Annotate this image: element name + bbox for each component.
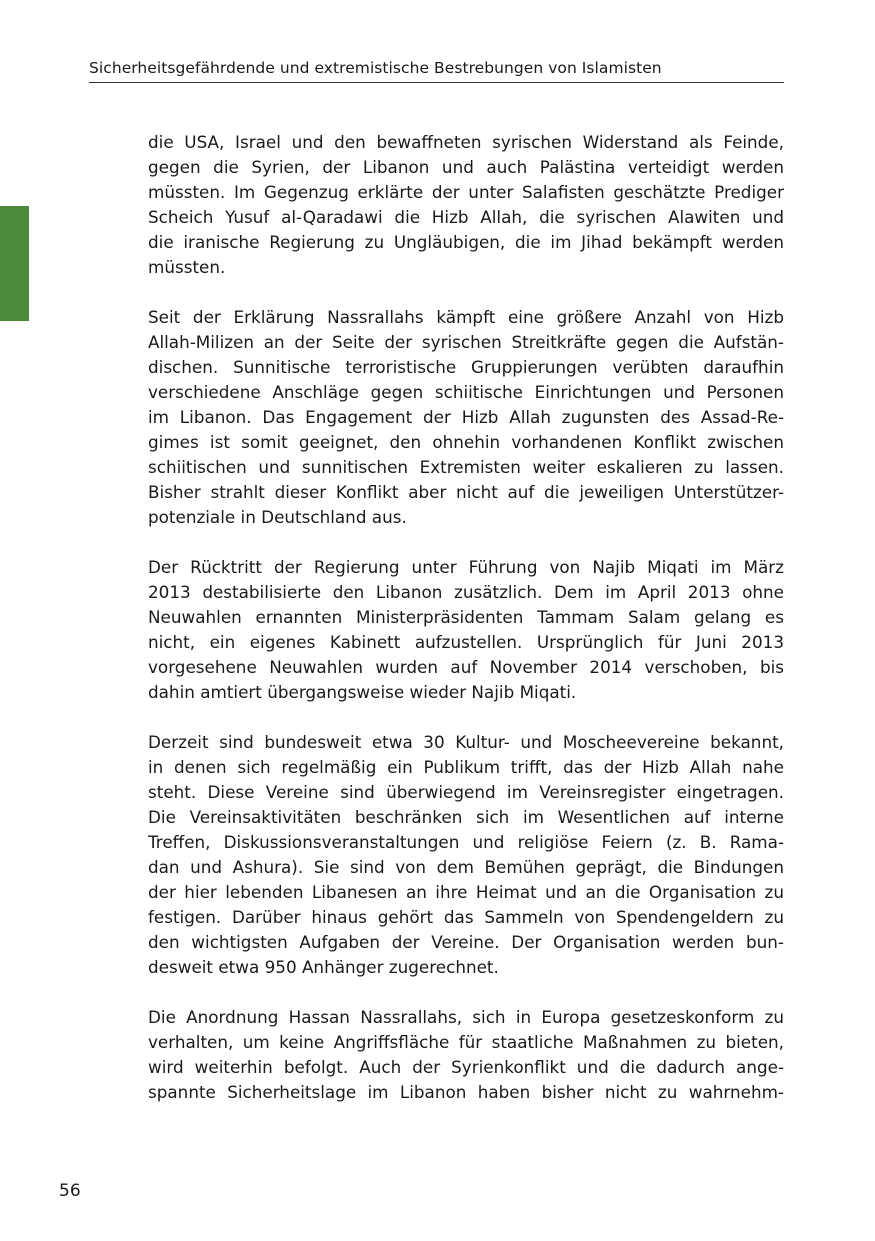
text-line: gegen die Syrien, der Libanon und auch Palästina verteidigt werden — [148, 157, 784, 177]
header-rule — [89, 82, 784, 83]
text-line: gimes ist somit geeignet, den ohnehin vorhandenen Konflikt zwischen — [148, 432, 784, 452]
text-line: schiitischen und sunnitischen Extremisten weiter eskalieren zu lassen. — [148, 457, 784, 477]
text-line: dahin amtiert übergangsweise wieder Najib Miqati. — [148, 682, 577, 702]
text-line: Der Rücktritt der Regierung unter Führung von Najib Miqati im März — [148, 557, 784, 577]
running-header: Sicherheitsgefährdende und extremistische Bestrebungen von Islamisten — [89, 59, 662, 77]
text-line: Die Vereinsaktivitäten beschränken sich im Wesentlichen auf interne — [148, 807, 784, 827]
text-line: wird weiterhin befolgt. Auch der Syrienkonflikt und die dadurch ange- — [148, 1057, 784, 1077]
text-line: den wichtigsten Aufgaben der Vereine. Der Organisation werden bun- — [148, 932, 784, 952]
text-line: verhalten, um keine Angriffsfläche für staatliche Maßnahmen zu bieten, — [148, 1032, 784, 1052]
page-number: 56 — [59, 1181, 81, 1201]
text-line: Treffen, Diskussionsveranstaltungen und religiöse Feiern (z. B. Rama- — [148, 832, 784, 852]
text-line: spannte Sicherheitslage im Libanon haben bisher nicht zu wahrnehm- — [148, 1082, 784, 1102]
text-line: die USA, Israel und den bewaffneten syrischen Widerstand als Feinde, — [148, 132, 784, 152]
text-line: potenziale in Deutschland aus. — [148, 507, 407, 527]
body-text — [148, 130, 784, 1130]
text-line: desweit etwa 950 Anhänger zugerechnet. — [148, 957, 499, 977]
text-line: die iranische Regierung zu Ungläubigen, die im Jihad bekämpft werden — [148, 232, 784, 252]
text-line: Allah-Milizen an der Seite der syrischen Streitkräfte gegen die Aufstän- — [148, 332, 784, 352]
text-line: Derzeit sind bundesweit etwa 30 Kultur- und Moscheevereine bekannt, — [148, 732, 784, 752]
chapter-side-tab — [0, 206, 29, 321]
text-line: dan und Ashura). Sie sind von dem Bemühen geprägt, die Bindungen — [148, 857, 784, 877]
text-line: verschiedene Anschläge gegen schiitische Einrichtungen und Personen — [148, 382, 784, 402]
text-line: Scheich Yusuf al-Qaradawi die Hizb Allah, die syrischen Alawiten und — [148, 207, 784, 227]
paragraph-4 — [148, 730, 784, 980]
text-line: Seit der Erklärung Nassrallahs kämpft eine größere Anzahl von Hizb — [148, 307, 784, 327]
paragraph-1 — [148, 130, 784, 280]
text-line: nicht, ein eigenes Kabinett aufzustellen. Ursprünglich für Juni 2013 — [148, 632, 784, 652]
text-line: müssten. Im Gegenzug erklärte der unter Salafisten geschätzte Prediger — [148, 182, 784, 202]
text-line: in denen sich regelmäßig ein Publikum trifft, das der Hizb Allah nahe — [148, 757, 784, 777]
paragraph-5 — [148, 1005, 784, 1105]
text-line: im Libanon. Das Engagement der Hizb Allah zugunsten des Assad-Re- — [148, 407, 784, 427]
text-line: der hier lebenden Libanesen an ihre Heimat und an die Organisation zu — [148, 882, 784, 902]
text-line: Neuwahlen ernannten Ministerpräsidenten Tammam Salam gelang es — [148, 607, 784, 627]
text-line: dischen. Sunnitische terroristische Gruppierungen verübten daraufhin — [148, 357, 784, 377]
text-line: Bisher strahlt dieser Konflikt aber nicht auf die jeweiligen Unterstützer- — [148, 482, 784, 502]
text-line: steht. Diese Vereine sind überwiegend im Vereinsregister eingetragen. — [148, 782, 784, 802]
text-line: vorgesehene Neuwahlen wurden auf November 2014 verschoben, bis — [148, 657, 784, 677]
text-line: müssten. — [148, 257, 226, 277]
paragraph-2 — [148, 305, 784, 530]
text-line: Die Anordnung Hassan Nassrallahs, sich in Europa gesetzeskonform zu — [148, 1007, 784, 1027]
text-line: 2013 destabilisierte den Libanon zusätzlich. Dem im April 2013 ohne — [148, 582, 784, 602]
text-line: festigen. Darüber hinaus gehört das Sammeln von Spendengeldern zu — [148, 907, 784, 927]
paragraph-3 — [148, 555, 784, 705]
